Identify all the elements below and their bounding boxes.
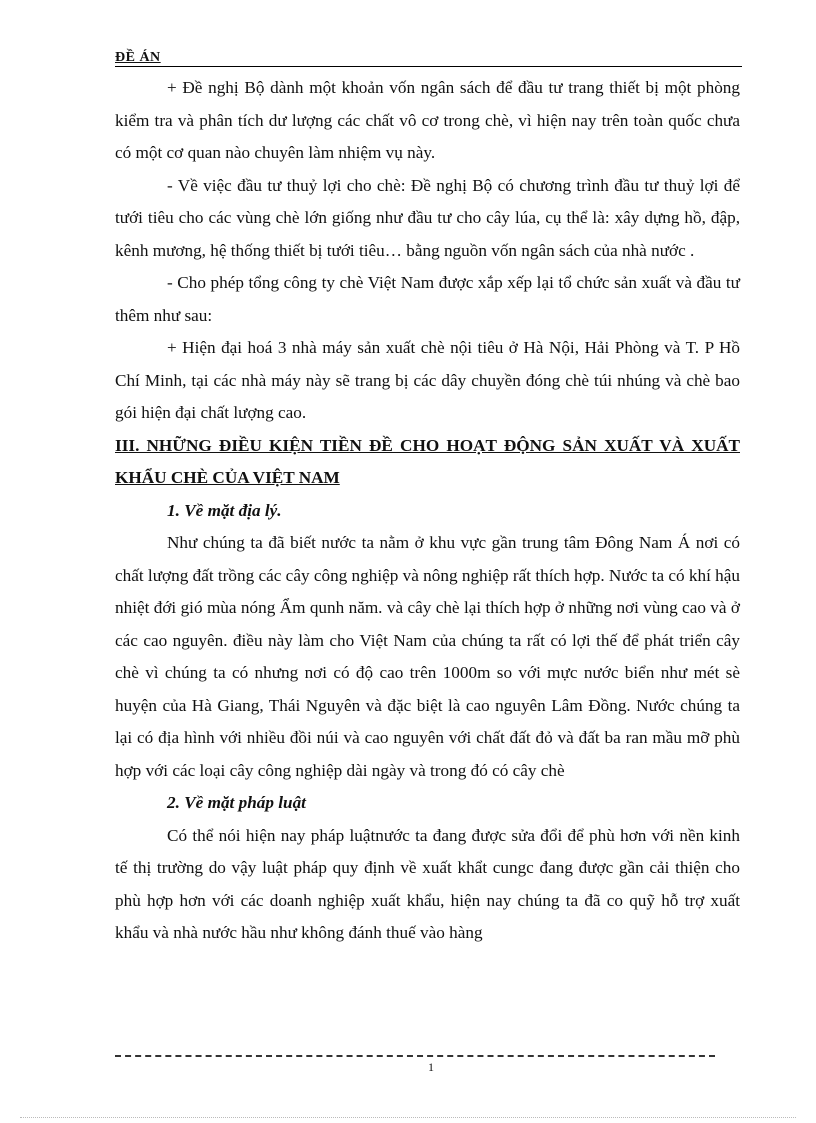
subsection-geography-title: 1. Về mặt địa lý. (167, 500, 282, 520)
document-header: ĐỀ ÁN (115, 50, 161, 65)
page-number: 1 (428, 1060, 434, 1074)
paragraph-geography: Như chúng ta đã biết nước ta nằm ở khu vực gần trung tâm Đông Nam Á nơi có chất lượng đất trồng các cây công nghiệp và nông nghiệp rất thích hợp. Nước ta có khí hậu nhiệt đới gió mùa nóng Ẩm qunh năm. và cây chè lại thích hợp ở những nơi vùng cao và ở các cao nguyên. điều này làm cho Việt Nam của chúng ta rất có lợi thế để phát triển cây chè vì chúng ta có nhưng nơi có độ cao trên 1000m so với mực nước biển như mét sè huyện của Hà Giang, Thái Nguyên và đặc biệt là cao nguyên Lâm Đồng. Nước chúng ta lại có địa hình với nhiều đồi núi và cao nguyên với chất đất đỏ và đất ba ran mầu mỡ phù hợp với các loại cây công nghiệp dài ngày và trong đó có cây chè (115, 533, 740, 780)
header-rule (115, 66, 742, 67)
page-edge (20, 1117, 796, 1118)
paragraph-irrigation: - Về việc đầu tư thuỷ lợi cho chè: Đề nghị Bộ có chương trình đầu tư thuỷ lợi để tưới tiêu cho các vùng chè lớn giống như đầu tư cho cây lúa, cụ thể là: xây dựng hồ, đập, kênh mương, hệ thống thiết bị tưới tiêu… bằng nguồn vốn ngân sách của nhà nước . (115, 175, 740, 260)
footer-rule (115, 1055, 715, 1057)
paragraph-restructure: - Cho phép tổng công ty chè Việt Nam được xắp xếp lại tổ chức sản xuất và đầu tư thêm như sau: (115, 273, 740, 325)
paragraph-modernize-factories: + Hiện đại hoá 3 nhà máy sản xuất chè nội tiêu ở Hà Nội, Hải Phòng và T. P Hồ Chí Minh, tại các nhà máy này sẽ trang bị các dây chuyền đóng chè túi nhúng và chè bao gói hiện đại chất lượng cao. (115, 338, 740, 422)
document-body (115, 72, 740, 950)
paragraph-budget-proposal: + Đề nghị Bộ dành một khoản vốn ngân sách để đầu tư trang thiết bị một phòng kiểm tra và phân tích dư lượng các chất vô cơ trong chè, vì hiện nay trên toàn quốc chưa có một cơ quan nào chuyên làm nhiệm vụ này. (115, 78, 740, 162)
subsection-law-title: 2. Về mặt pháp luật (167, 793, 306, 812)
paragraph-law: Có thể nói hiện nay pháp luậtnước ta đang được sửa đổi để phù hơn với nền kinh tế thị trường do vậy luật pháp quy định về xuất khẩt cungc đang được gần cải thiện cho phù hợp hơn với các doanh nghiệp xuất khẩu, hiện nay chúng ta đã co quỹ hỗ trợ xuất khẩu và nhà nước hầu như không đánh thuế vào hàng (115, 825, 740, 942)
section-title: III. NHỮNG ĐIỀU KIỆN TIỀN ĐỀ CHO HOẠT ĐỘNG SẢN XUẤT VÀ XUẤT KHẨU CHÈ CỦA VIỆT NAM (115, 435, 740, 487)
